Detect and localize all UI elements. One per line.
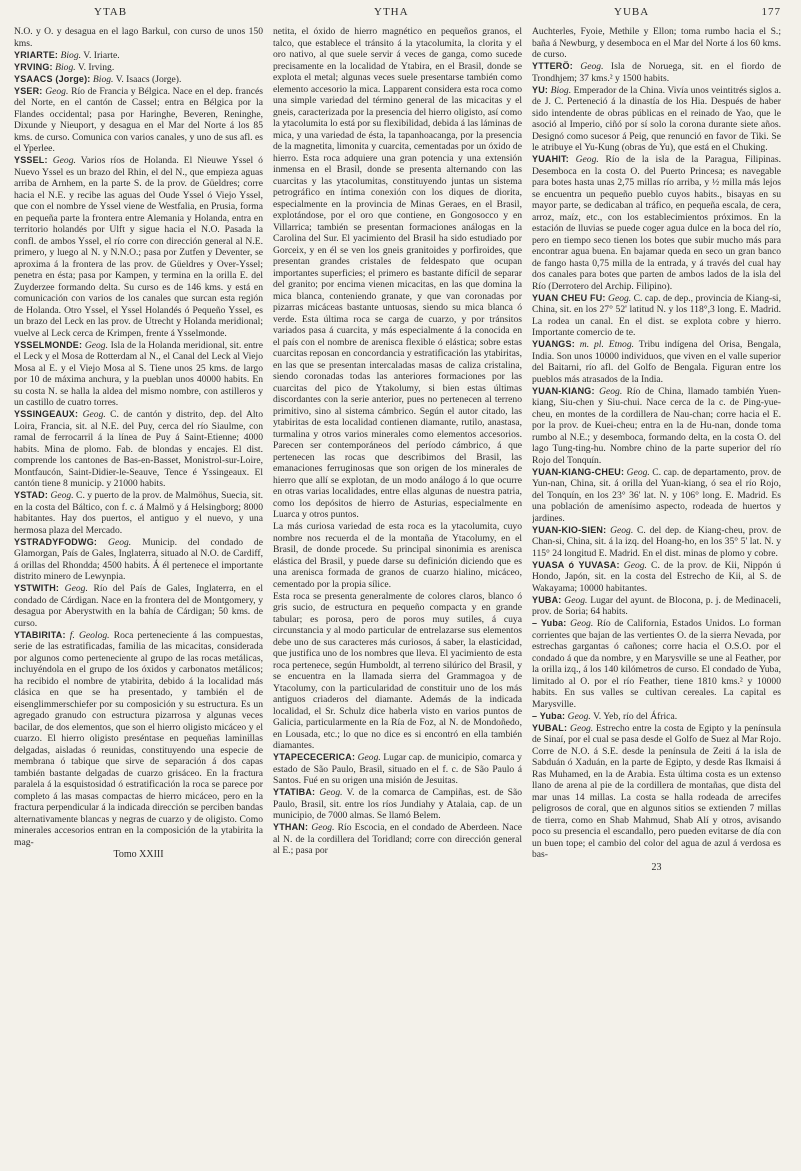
entry-text: Varios ríos de Holanda. El Nieuwe Yssel ó Nuevo Yssel es un brazo del Rhin, el del N., que empieza aguas arriba de Arnhem, en la parte S. de la prov. de Güeldres; corre hacia el N.E. y recibe las aguas del Oude Yssel ó Viejo Yssel, que con el nombre de Yssel viene de Westfalia, en Prusia, forma en pequeña parte la frontera entre Alemania y Holanda, entra en territorio holandés por Ulft y sigue hacia el N.O. Pasada la confl. de ambos Yssel, el río corre con dirección general al N.E. primero, y luego al N. y N.N.O.; pasa por Zutfen y Deventer, se aproxima á la frontera de las prov. de Güeldres y Over-Yssel; penetra en ésta; pasa por Kampen, y termina en la orilla E. del Zuyderzee formando delta. Su curso es de 146 kms. y está en comunicación con varios de los canales que surcan esta región de Holanda. Otro Yssel, el Yssel Holandés ó Pequeño Yssel, es un brazo del Leck en las prov. de Utrecht y Holanda meridional; vuelve al Leck cerca de Krimpen, frente á Ysselmonde. — [14, 155, 263, 339]
entry-abbreviation: Geog. — [357, 752, 381, 763]
entry-text: Río de California, Estados Unidos. Lo forman corrientes que bajan de las vertientes O. de la sierra Nevada, por estrechas gargantas ó cañones; corre hacia el O.S.O. por el condado á que da nombre, y en Marysville se une al Feather, por la orilla izq., á los 140 kilómetros de curso. El condado de Yuba, limitado al O. por el río Feather, tiene 1810 kms.² y 10000 habits. En sus valles se cultivan cereales. La capital es Marysville. — [532, 618, 781, 710]
entry-text: V. Irving. — [77, 61, 115, 73]
entry-text: Esta roca se presenta generalmente de colores claros, blanco ó gris sucio, de estructura en pequeño compacta y en grande tabular; es porosa, pero de poros muy sutiles, á cuya circunstancia y al modo particular de entrelazarse sus elementos debe uno de sus caracteres más curiosos, á saber, la elasticidad, que justifica uno de los nombres que lleva. El yacimiento de esta roca pertenece, según Humboldt, al terreno silúrico del Brasil, y se encuentra en la llamada sierra del Grammagoa y de Ytacolumy, con la particularidad de constituir uno de los más antiguos criaderos del diamante. Además de la indicada localidad, el Sr. Schulz dice haberla visto en varios puntos de Galicia, particularmente en la Ría de Foz, al N. de Mondoñedo, en Lousada, etc.; lo que no dice es si encontró en ella también diamantes. — [273, 590, 522, 751]
entry-abbreviation: Biog. — [60, 49, 82, 61]
entry-headword: YSTAD: — [14, 490, 49, 500]
entry-abbreviation: Geog. — [570, 618, 594, 629]
entry-text: N.O. y O. y desagua en el lago Barkul, con curso de unos 150 kms. — [14, 26, 263, 49]
entry-text: Río de Francia y Bélgica. Nace en el dep. francés del Norte, en el cantón de Cassel; entra en Bélgica por la Flandes occidental; pasa por Haringhe, Beveren, Reninghe, Dixunde y Nieuport, y desagua en el Mar del Norte á los 85 kms. de curso. Comunica con varios canales, y uno de sus afl. es el Yperlee. — [14, 85, 263, 154]
entry-abbreviation: Geog. — [623, 559, 647, 571]
dictionary-entry — [14, 340, 263, 409]
entry-headword: – Yuba: — [532, 710, 566, 721]
entry-headword: YTAPECECERICA: — [273, 752, 356, 762]
entry-headword: YSSINGEAUX: — [14, 409, 79, 419]
entry-text: Tribu indígena del Orisa, Bengala, India. Son unos 10000 individuos, que viven en el valle superior del Baitarni, río afl. del Golfo de Bengala. Figuran entre los pueblos más atrasados de la India. — [532, 339, 781, 385]
dictionary-entry — [14, 26, 263, 49]
entry-abbreviation: Geog. — [564, 594, 588, 606]
dictionary-entry — [532, 386, 781, 467]
entry-abbreviation: Biog. — [92, 73, 114, 85]
entry-text: Río de China, llamado también Yuen-kiang, Siu-chen y Siu-chui. Nace cerca de la c. de Ping-yue-cheu, en montes de la cordillera de Nau-chan; corre hacia el E. por la prov. de Kuei-cheu; entra en la de Hu-nan, donde toma rumbo al N.E.; y desemboca, formando delta, en la costa O. del lago Tung-ting-hu. Nombre chino de la parte superior del río Rojo del Tonquín. — [532, 385, 781, 466]
entry-headword: YTTERÖ: — [532, 61, 573, 71]
entry-abbreviation: f. Geolog. — [69, 629, 110, 641]
dictionary-entry — [532, 525, 781, 560]
entry-text: Isla de Noruega, sit. en el fiordo de Trondhjem; 37 kms.² y 1500 habits. — [532, 61, 781, 84]
entry-abbreviation: Geog. — [610, 524, 634, 536]
entry-abbreviation: Geog. — [82, 409, 106, 420]
entry-abbreviation: Geog. — [64, 583, 88, 594]
entry-headword: YUBA: — [532, 594, 562, 605]
entry-text: Auchterles, Fyoie, Methile y Ellon; toma rumbo hacia el S.; baña á Newburg, y desemboca en el Mar del Norte á los 60 kms. de curso. — [532, 26, 781, 60]
entry-abbreviation: Geog. — [580, 61, 604, 72]
entry-headword: YUAN-KIANG-CHEU: — [532, 466, 625, 477]
entry-abbreviation: Geog. — [108, 536, 132, 548]
entry-text: C. de la prov. de Kii, Nippón ú Hondo, Japón, sit. en la costa del Estrecho de Kii, al S. de Wakayama; 10000 habitantes. — [532, 559, 781, 594]
dictionary-entry — [532, 85, 781, 154]
header-left-guide-word: YTAB — [94, 6, 128, 18]
entry-text: Río del País de Gales, Inglaterra, en el condado de Cárdigan. Nace en la frontera del de Montgomery, y desagua por Aberystwith en la bahía de Cárdigan; 50 kms. de curso. — [14, 583, 263, 629]
entry-abbreviation: Geog. — [52, 155, 76, 166]
running-header — [14, 6, 787, 26]
entry-headword: YTABIRITA: — [14, 629, 66, 640]
dictionary-entry — [532, 154, 781, 292]
entry-text: Emperador de la China. Vivía unos veintitrés siglos a. de J. C. Perteneció á la dinastía de los Hia. Después de haber sido intendente de obras públicas en el reinado de Yao, que le asoció al Imperio, ciñó por sí solo la corona durante siete años. Designó como sucesor á Peig, que renunció en favor de Tiki. Se le atribuye el Yu-Kung (obras de Yu), que está en el Chuking. — [532, 84, 781, 153]
entry-headword: YUANGS: — [532, 339, 575, 349]
dictionary-entry — [14, 490, 263, 536]
entry-text: Río de la isla de la Paragua, Filipinas. Desemboca en la costa O. del Puerto Princesa; es navegable para botes hasta unas 2,75 millas río arriba, y ½ milla más lejos se encuentra un pequeño pueblo cuyos habits., bisayas en su mayor parte, se dedicaban al tráfico, en pequeña escala, de cera, arroz, maíz, etc., con los establecimientos próximos. En la estación de lluvias se puede coger agua dulce en la boca del río, pero en tiempo seco tienen los botes que subir mucho más para encontrar agua buena. En bajamar queda en seco un gran banco de fango hasta 0,75 milla de la entrada, y á través del cual hay dos canales para botes que parten de ambos lados de la isla del Río (Derrotero del Archip. Filipino). — [532, 154, 781, 292]
column-middle — [273, 26, 522, 1156]
entry-headword: YUAN-KIANG: — [532, 385, 595, 396]
dictionary-entry — [14, 409, 263, 490]
entry-abbreviation: Geog. — [626, 466, 650, 478]
entry-headword: YSSELMONDE: — [14, 339, 83, 350]
entry-headword: YUASA ó YUVASA: — [532, 559, 620, 570]
entry-text: Estrecho entre la costa de Egipto y la península de Sinaí, por el cual se pasa desde el Golfo de Suez al Mar Rojo. Corre de N.O. á S.E. desde la península de Zeiti á la isla de Sabduán ó Xaduán, en la parte de Egipto, y desde Ras Ikmaisi á Ras Muhamed, en la de Arabia. Esta última costa es un extenso llano de arena al pie de la cordillera de montañas, que dista del mar unas 14 millas. La costa se halla rodeada de arrecifes peligrosos de coral, que en algunos sitios se extienden 7 millas de tierra, como en Shab Mahmud, Shab Alí y otros, avisando poco su presencia el escandallo, pero pueden evitarse de día con un buen tope; el cambio del color del agua de azul á verdosa es bas- — [532, 722, 781, 860]
entry-headword: YUAN CHEU FU: — [532, 292, 606, 303]
dictionary-entry — [273, 591, 522, 752]
entry-text: Río Escocia, en el condado de Aberdeen. Nace al N. de la cordillera del Toridland; corre con dirección general al E.; pasa por — [273, 822, 522, 856]
dictionary-entry — [14, 50, 263, 62]
entry-abbreviation: Biog. — [550, 84, 572, 96]
entry-text: C. del dep. de Kiang-cheu, prov. de Chan-si, China, sit. á la izq. del Hoang-ho, en los 35° 5' lat. N. y 115° 24 longitud E. Madrid. En el dist. minas de plomo y cobre. — [532, 524, 781, 559]
entry-headword: YSTRADYFODWG: — [14, 536, 98, 547]
entry-abbreviation: Geog. — [311, 822, 335, 833]
dictionary-entry — [532, 339, 781, 385]
dictionary-entry — [14, 62, 263, 74]
entry-abbreviation: Geog. — [608, 292, 632, 304]
dictionary-entry — [532, 595, 781, 618]
entry-text: Isla de la Holanda meridional, sit. entre el Leck y el Mosa de Rotterdam al N., el Canal del Leck al Viejo Mosa al E. y el Viejo Mosa al S. Tiene unos 25 kms. de largo por 10 de máxima anchura, y la pueblan unos 40000 habits. En su costa N. se halla la aldea del mismo nombre, con astilleros y un castillo de cuatro torres. — [14, 339, 263, 408]
dictionary-entry — [14, 86, 263, 155]
entry-headword: YTHAN: — [273, 822, 309, 832]
dictionary-entry — [273, 787, 522, 822]
dictionary-entry — [532, 61, 781, 84]
entry-text: C. y puerto de la prov. de Malmöhus, Suecia, sit. en la costa del Báltico, con f. c. á Malmö y á Helsingborg; 8000 habitantes. Hay dos puertos, el antiguo y el nuevo, y una hermosa plaza del Mercado. — [14, 490, 263, 536]
dictionary-entry — [532, 293, 781, 339]
entry-text: V. Isaacs (Jorge). — [115, 73, 182, 85]
entry-headword: YSTWITH: — [14, 583, 60, 593]
entry-abbreviation: Geog. — [570, 722, 594, 734]
dictionary-entry — [532, 618, 781, 710]
column-left — [14, 26, 263, 1156]
entry-text: Lugar del ayunt. de Blocona, p. j. de Medinaceli, prov. de Soria; 64 habits. — [532, 594, 781, 617]
column-footer: 23 — [651, 861, 662, 873]
entry-headword: YUAHIT: — [532, 154, 569, 164]
dictionary-entry — [532, 467, 781, 525]
dictionary-entry — [14, 537, 263, 583]
entry-text: Lugar cap. de municipio, comarca y estado de São Paulo, Brasil, situado en el f. c. de São Paulo á Santos. Fué en su origen una misión de Jesuitas. — [273, 752, 522, 786]
entry-abbreviation: Geog. — [45, 85, 69, 97]
entry-text: C. cap. de dep., provincia de Kiang-si, China, sit. en los 27° 52' latitud N. y los 118°,3 long. E. Madrid. La rodea un canal. En el dist. se explota cobre y hierro. Importante comercio de te. — [532, 292, 781, 338]
entry-text: C. cap. de departamento, prov. de Yun-nan, China, sit. á orilla del Yuan-kiang, ó sea el río Rojo, del Tonquín, en los 23° 36' lat. N. y 106° long. E. Madrid. Es una población de amenísimo aspecto, rodeada de huertos y jardines. — [532, 466, 781, 524]
entry-headword: YU: — [532, 84, 549, 95]
entry-headword: YSAACS (Jorge): — [14, 73, 91, 84]
entry-text: La más curiosa variedad de esta roca es la ytacolumita, cuyo nombre nos recuerda el de la montaña de Ytacolumy, en el Brasil, de donde procede. Su principal sinonimia es arenisca elástica del Brasil, y puede darse su definición diciendo que es una arenisca formada de granos de cuarzo hialino, micáceo, cementado por la propia sílice. — [273, 521, 522, 590]
entry-abbreviation: Biog. — [55, 61, 76, 73]
entry-abbreviation: Geog. — [319, 787, 343, 798]
entry-headword: YUBAL: — [532, 722, 568, 733]
dictionary-entry — [532, 560, 781, 595]
dictionary-entry — [14, 630, 263, 849]
column-footer: Tomo XXIII — [113, 849, 164, 860]
entry-text: V. Yeb, río del África. — [593, 710, 678, 722]
column-right — [532, 26, 781, 1156]
entry-abbreviation: Geog. — [575, 154, 599, 165]
entry-headword: YSER: — [14, 85, 43, 96]
entry-abbreviation: Geog. — [567, 710, 591, 722]
header-right-guide-word: YUBA — [614, 6, 650, 18]
entry-abbreviation: Geog. — [50, 490, 74, 501]
entry-headword: – Yuba: — [532, 618, 567, 628]
dictionary-entry — [532, 711, 781, 723]
dictionary-entry — [532, 723, 781, 861]
entry-text: V. Iriarte. — [83, 49, 120, 61]
entry-text: Roca perteneciente á las compuestas, serie de las estratificadas, familia de las micacitas, considerada por algunos como perteneciente al grupo de las rocas metálicas, incluyéndola en el grupo de los óxidos y carbonatos metálicos; ha recibido el nombre de ytabirita, debido á la localidad más clásica en que se ha presentado, y también el de eisenglimmerschiefer por su composición y su estructura. Es un agregado granudo con estructura pizarrosa y algunas veces bacilar, de dos elementos, que son el hierro oligisto micáceo y el cuarzo. El hierro oligisto preséntase en pequeñas laminillas delgadas, aisladas ó reunidas, constituyendo una especie de membrana ó tabique que sirve de separación á dos capas también bastante delgadas de cuarzo grisáceo. En la fractura paralela á la esquistosidad ó estratificación la roca se parece por completo á las masas compactas de hierro micáceo, pero en la fractura perpendicular á la indicada dirección se perciben bandas alternativamente blancas y negras de cuarzo y de oligisto. Como minerales accesorios entran en la composición de la ytabirita la mag- — [14, 629, 263, 848]
entry-abbreviation: Geog. — [84, 339, 108, 351]
dictionary-entry — [273, 822, 522, 857]
page-number: 177 — [761, 6, 781, 18]
dictionary-entry — [273, 752, 522, 787]
entry-headword: YSSEL: — [14, 155, 48, 165]
dictionary-entry — [273, 521, 522, 590]
entry-headword: YRIARTE: — [14, 49, 59, 60]
entry-abbreviation: Geog. — [599, 385, 623, 397]
dictionary-entry — [14, 155, 263, 339]
entry-text: C. de cantón y distrito, dep. del Alto Loira, Francia, sit. al N.E. del Puy, cerca del río Siaulme, con ramal de ferrocarril á la línea de Puy á Saint-Etienne; 4000 habits. Mina de plomo. Fab. de blondas y encajes. El dist. comprende los cantones de Bas-en-Basset, Monistrol-sur-Loire, Montfaucón, Saint-Didier-le-Seauve, Tence é Yssingeaux. El cantón tiene 8 municip. y 21000 habits. — [14, 409, 263, 489]
entry-headword: YUAN-KIO-SIEN: — [532, 524, 607, 535]
entry-abbreviation: m. pl. Etnog. — [579, 339, 635, 350]
dictionary-entry — [532, 26, 781, 61]
header-center-guide-word: YTHA — [374, 6, 409, 18]
entry-headword: YTATIBA: — [273, 787, 316, 797]
entry-headword: YRVING: — [14, 61, 53, 72]
dictionary-entry — [14, 583, 263, 629]
entry-text: netita, el óxido de hierro magnético en pequeños granos, el talco, que establece el tránsito á la ytacolumita, la clorita y el oro nativo, al que suele servir á veces de ganga, como sucede precisamente en la localidad de Ytabira, en el Brasil, donde se explota el metal; algunas veces suele presentarse también como elemento accesorio la mica. Lapparent considera esta roca como una simple variedad del término general de las micacitas y el gneis, caracterizada por la presencia del hierro oligisto, así como la ytacolumita lo está por su flexibilidad, debida á las láminas de mica, y una variedad de ésta, la tapanhoacanga, por la presencia de la magnetita, limonita y cuarcita, cementadas por un óxido de hierro. Esta roca adquiere una gran potencia y una extensión inmensa en el Brasil, donde se presenta alternando con las cuarcitas y las ytacolumitas, constituyendo juntas un sistema petrográfico en íntima conexión con los diques de diorita, especialmente en la provincia de Minas Geraes, en el Brasil, explotándose, por el oro que contiene, en Gongosocco y en Villarrica; también se presentan formaciones análogas en la Carolina del Sur. El yacimiento del Brasil ha sido estudiado por Gorceix, y en él se ven los gneis granitoides y porfiroides, que presentan grandes cristales de feldespato que ocupan importantes superficies; el primero es bastante difícil de separar del granito; por encima vienen micacitas, en las que domina la mica blanca, conteniendo granate, y que van coronadas por pizarras micáceas bastante untuosas, siendo su mica blanca ó verde. Esta última roca se carga de cuarzo, y por tránsitos variados pasa á cuarcita, y más especialmente á la conocida en el país con el nombre de arenisca flexible ó elástica; sobre estas cuarcitas reposan en concordancia y estratificación las ytabiritas, en las que se presentan intercaladas masas de caliza cristalina, siendo coronadas todas las anteriores formaciones por las cuarcitas del pico de Ytakolumy, si bien estas últimas discordantes con la serie anterior, pues no pertenecen al terreno primitivo, sino al sistema cámbrico. Según el autor citado, las ytabiritas de esta localidad contienen diamante, rutilo, anastasa, turmalina y otros varios minerales como elementos accesorios. Parecen ser contemporáneos del período cámbrico, á que pertenecen las rocas que describimos del Brasil, las emanaciones ferruginosas que son origen de los minerales de hierro que allí se explotan, de un modo análogo á lo que ocurre en otras varias localidades, entre ellas algunas de nuestra patria, como los depósitos de hierro de Asturias, especialmente en Luarca y otros puntos. — [273, 26, 522, 520]
dictionary-entry — [14, 74, 263, 86]
entry-text: Municip. del condado de Glamorgan, País de Gales, Inglaterra, situado al N.O. de Cardiff, á orillas del Rhondda; 4500 habits. Á él pertenece el importante distrito minero de Lewynpia. — [14, 536, 263, 582]
entry-text: V. de la comarca de Campiñas, est. de São Paulo, Brasil, sit. entre los ríos Jundiahy y Atalaia, cap. de un municipio, de 7000 almas. Se llamó Belem. — [273, 787, 522, 821]
dictionary-entry — [273, 26, 522, 521]
